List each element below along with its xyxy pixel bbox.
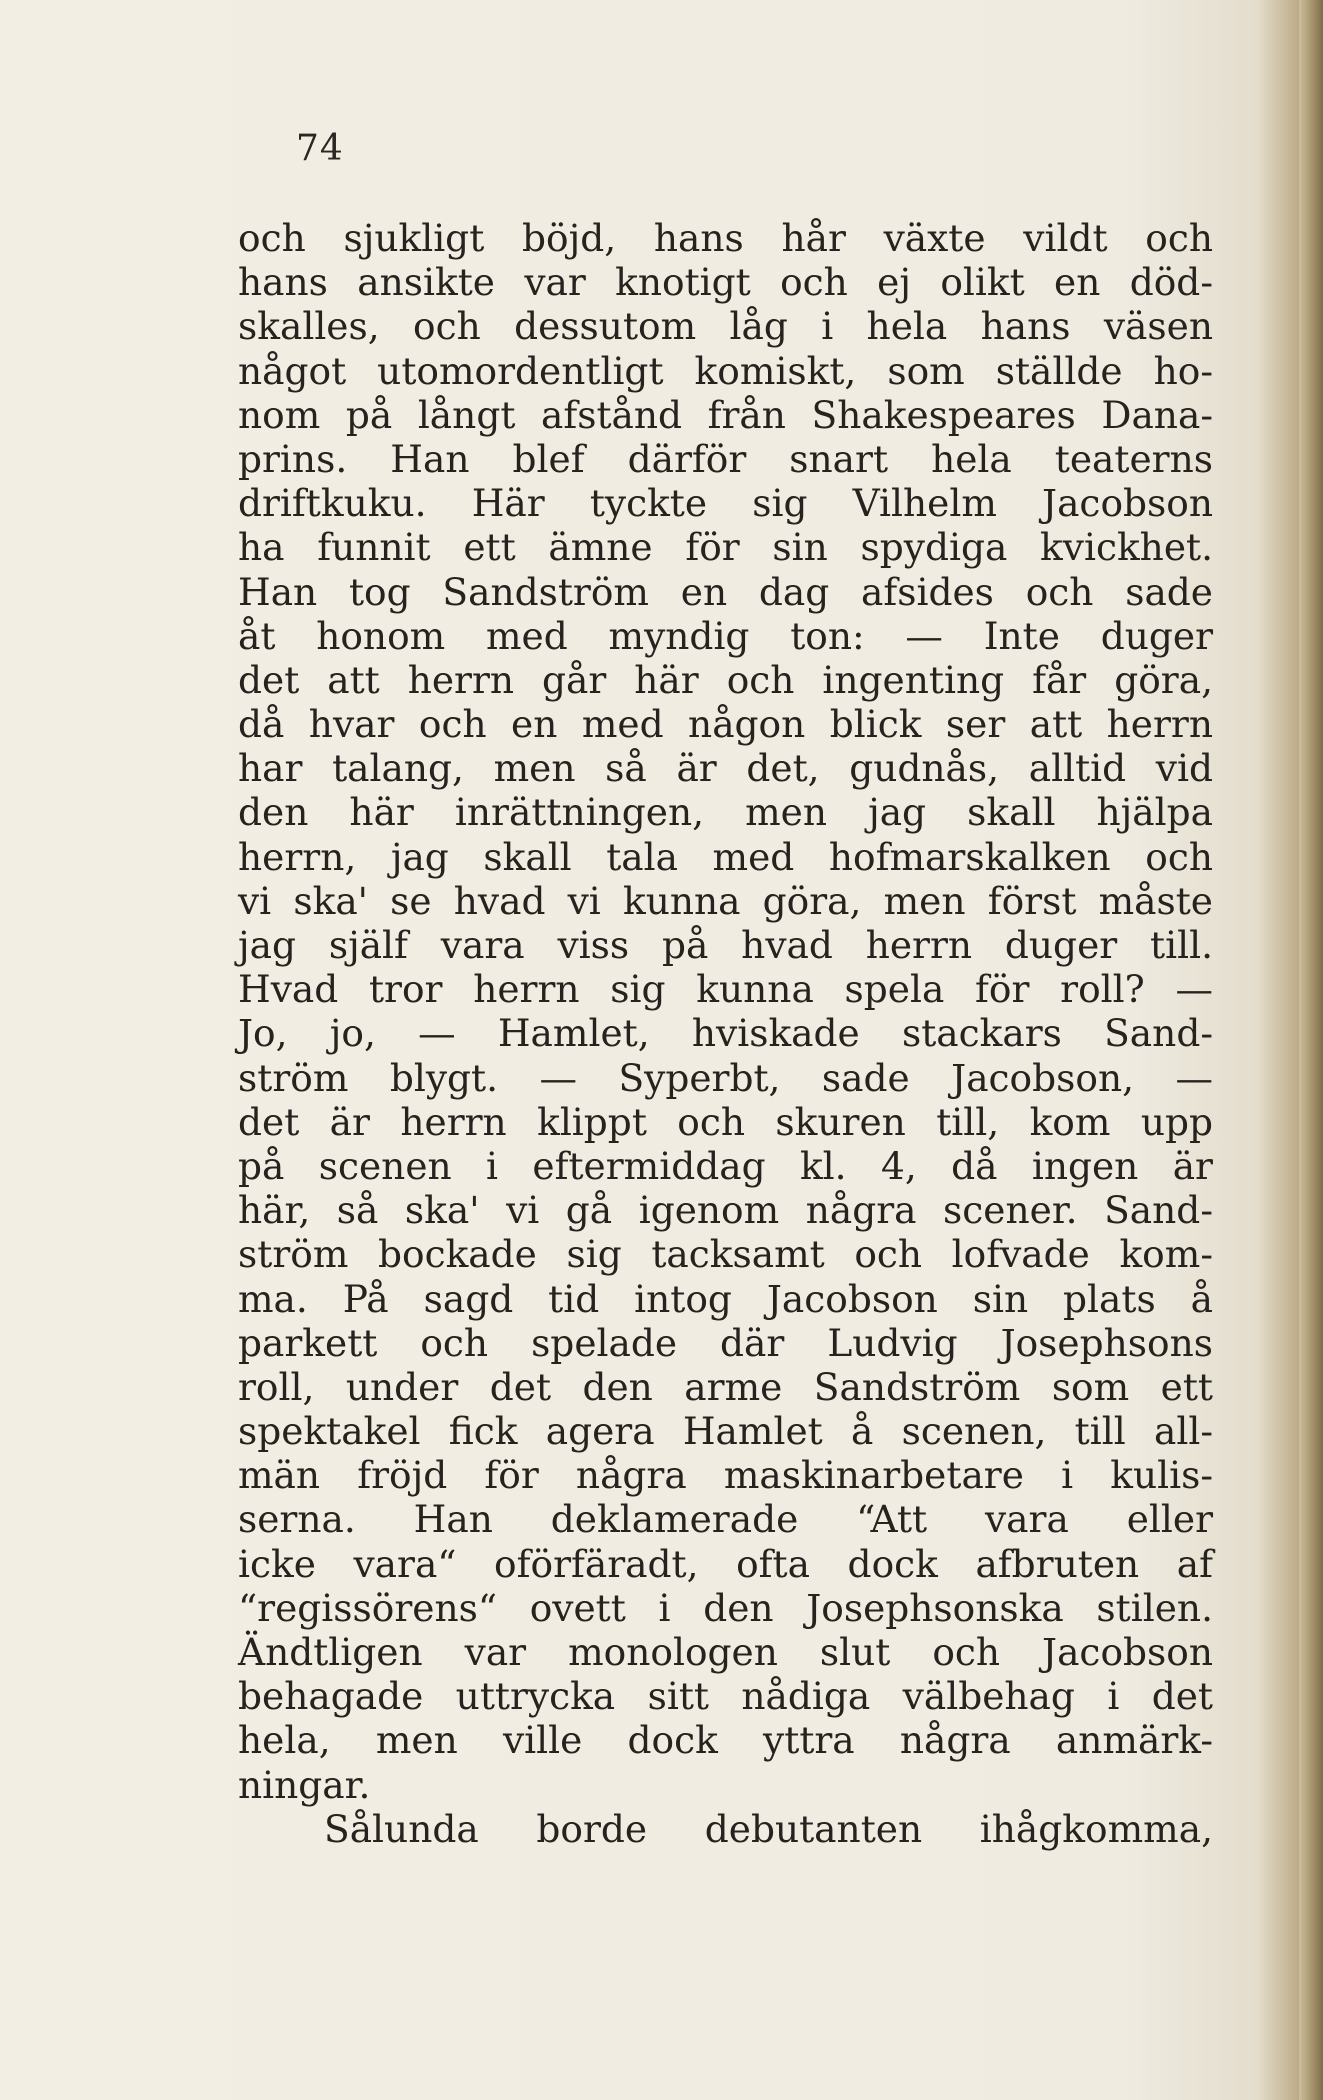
text-line: då hvar och en med någon blick ser att herrn <box>238 702 1213 747</box>
text-line: driftkuku. Här tyckte sig Vilhelm Jacobson <box>238 481 1213 526</box>
text-line: Han tog Sandström en dag afsides och sade <box>238 569 1213 614</box>
text-line: ström blygt. — Syperbt, sade Jacobson, — <box>238 1055 1213 1100</box>
text-line: vi ska' se hvad vi kunna göra, men först måste <box>238 878 1213 923</box>
text-line: åt honom med myndig ton: — Inte duger <box>238 613 1213 658</box>
text-line: Ändtligen var monologen slut och Jacobson <box>238 1630 1213 1674</box>
text-line: nom på långt afstånd från Shakespeares Dana- <box>238 392 1213 437</box>
text-line: hans ansikte var knotigt och ej olikt en död- <box>238 260 1213 305</box>
body-text <box>238 216 1213 1851</box>
text-line: det att herrn går här och ingenting får göra, <box>238 657 1213 702</box>
text-line: Jo, jo, — Hamlet, hviskade stackars Sand- <box>238 1011 1213 1056</box>
text-line: något utomordentligt komiskt, som ställde ho- <box>238 348 1213 393</box>
text-line: skalles, och dessutom låg i hela hans väsen <box>238 304 1213 349</box>
paragraph-end-line: ningar. <box>238 1762 371 1807</box>
text-line: roll, under det den arme Sandström som ett <box>238 1364 1213 1409</box>
text-line: Hvad tror herrn sig kunna spela för roll? — <box>238 967 1213 1012</box>
text-line: det är herrn klippt och skuren till, kom upp <box>238 1099 1213 1144</box>
text-line: ma. På sagd tid intog Jacobson sin plats å <box>238 1276 1213 1321</box>
text-line: jag själf vara viss på hvad herrn duger till. <box>238 923 1213 967</box>
text-line: män fröjd för några maskinarbetare i kulis- <box>238 1453 1213 1498</box>
text-line: “regissörens“ ovett i den Josephsonska stilen. <box>238 1585 1213 1630</box>
text-line: serna. Han deklamerade “Att vara eller <box>238 1497 1213 1542</box>
new-paragraph-line: Sålunda borde debutanten ihågkomma, <box>324 1806 1213 1851</box>
text-line: icke vara“ oförfäradt, ofta dock afbruten af <box>238 1541 1213 1586</box>
text-line: här, så ska' vi gå igenom några scener. Sand- <box>238 1188 1213 1233</box>
text-line: parkett och spelade där Ludvig Josephsons <box>238 1320 1213 1365</box>
page-number: 74 <box>296 128 344 169</box>
text-line: och sjukligt böjd, hans hår växte vildt och <box>238 216 1213 260</box>
text-line: herrn, jag skall tala med hofmarskalken och <box>238 834 1213 879</box>
text-line: den här inrättningen, men jag skall hjälpa <box>238 790 1213 835</box>
text-line: har talang, men så är det, gudnås, alltid vid <box>238 746 1213 791</box>
text-line: på scenen i eftermiddag kl. 4, då ingen är <box>238 1143 1213 1188</box>
text-line: ström bockade sig tacksamt och lofvade kom- <box>238 1232 1213 1277</box>
page-edge <box>1299 0 1323 2100</box>
text-line: ha funnit ett ämne för sin spydiga kvickhet. <box>238 525 1213 570</box>
text-line: hela, men ville dock yttra några anmärk- <box>238 1718 1213 1763</box>
text-line: behagade uttrycka sitt nådiga välbehag i det <box>238 1674 1213 1719</box>
text-line: prins. Han blef därför snart hela teaterns <box>238 436 1213 481</box>
text-line: spektakel fick agera Hamlet å scenen, till all- <box>238 1409 1213 1454</box>
